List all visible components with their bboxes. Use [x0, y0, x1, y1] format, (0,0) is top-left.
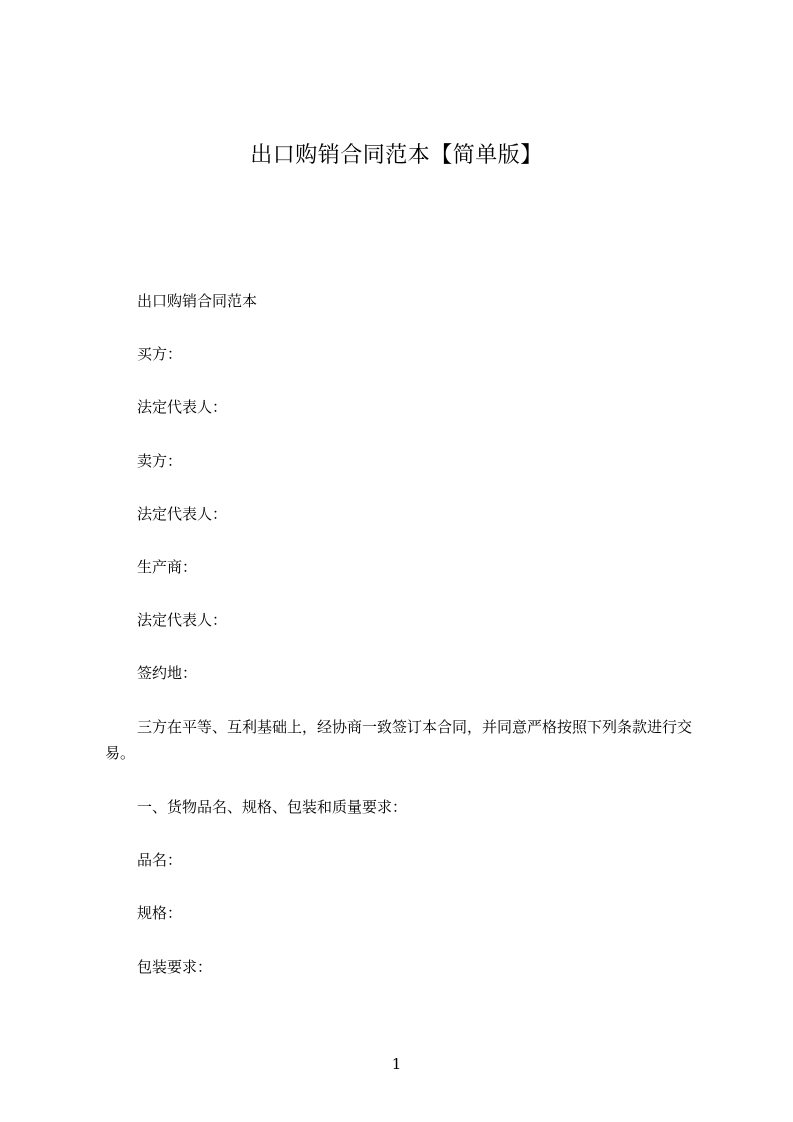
buyer-field: 买方：	[137, 345, 183, 363]
contract-heading: 出口购销合同范本	[137, 292, 258, 310]
seller-field: 卖方：	[137, 452, 183, 470]
packaging-requirements-field: 包装要求：	[137, 958, 213, 976]
signing-place-field: 签约地：	[137, 664, 198, 682]
document-title: 出口购销合同范本【简单版】	[250, 143, 543, 168]
specification-field: 规格：	[137, 904, 183, 922]
page-number: 1	[391, 1055, 402, 1073]
buyer-representative-field: 法定代表人：	[137, 398, 228, 416]
intro-paragraph: 三方在平等、互利基础上，经协商一致签订本合同，并同意严格按照下列条款进行交易。	[105, 718, 693, 762]
section-one-heading: 一、货物品名、规格、包装和质量要求：	[137, 798, 408, 816]
manufacturer-field: 生产商：	[137, 558, 198, 576]
product-name-field: 品名：	[137, 851, 183, 869]
manufacturer-representative-field: 法定代表人：	[137, 611, 228, 629]
seller-representative-field: 法定代表人：	[137, 505, 228, 523]
